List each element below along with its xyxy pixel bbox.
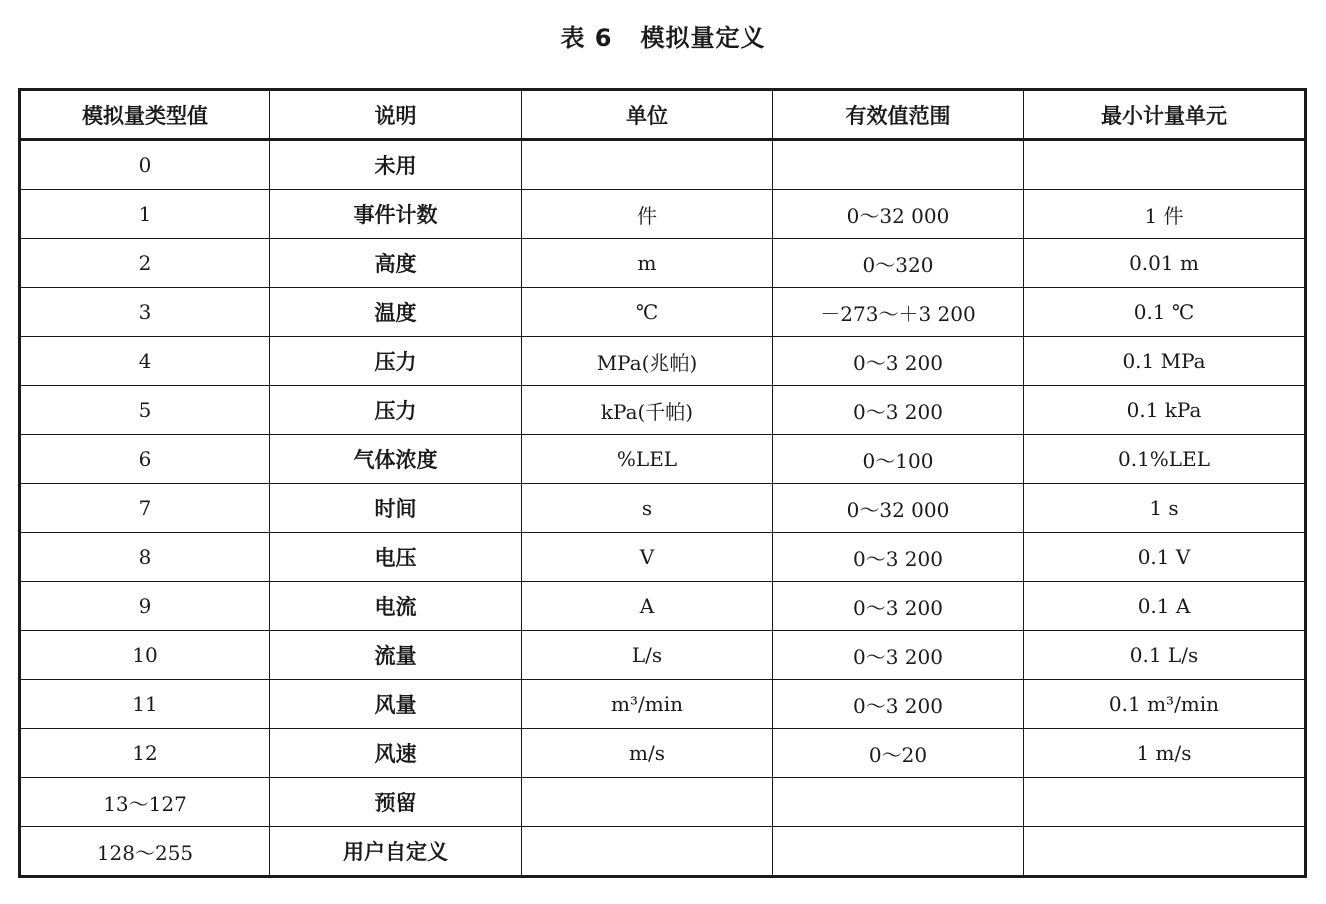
cell-type-value: 8	[20, 533, 270, 582]
table-row	[20, 140, 1306, 190]
cell-min-unit: 0.1 ℃	[1024, 288, 1306, 337]
header-type-value: 模拟量类型值	[20, 90, 270, 140]
cell-min-unit: 0.1 V	[1024, 533, 1306, 582]
cell-min-unit	[1024, 778, 1306, 827]
cell-type-value: 10	[20, 631, 270, 680]
cell-type-value: 3	[20, 288, 270, 337]
cell-unit: m³/min	[522, 680, 773, 729]
cell-range: 0～3 200	[773, 386, 1024, 435]
header-description: 说明	[270, 90, 522, 140]
cell-range: 0～3 200	[773, 582, 1024, 631]
cell-type-value: 13～127	[20, 778, 270, 827]
cell-unit: L/s	[522, 631, 773, 680]
table-row	[20, 827, 1306, 877]
cell-description: 压力	[270, 337, 522, 386]
table-header-row	[20, 90, 1306, 140]
cell-range: 0～320	[773, 239, 1024, 288]
cell-description: 温度	[270, 288, 522, 337]
table-row	[20, 533, 1306, 582]
cell-unit: V	[522, 533, 773, 582]
cell-unit: kPa(千帕)	[522, 386, 773, 435]
cell-range: 0～3 200	[773, 631, 1024, 680]
header-range: 有效值范围	[773, 90, 1024, 140]
table-row	[20, 190, 1306, 239]
cell-type-value: 4	[20, 337, 270, 386]
cell-range: 0～3 200	[773, 533, 1024, 582]
cell-min-unit: 1 s	[1024, 484, 1306, 533]
cell-range: 0～3 200	[773, 680, 1024, 729]
cell-type-value: 12	[20, 729, 270, 778]
cell-description: 事件计数	[270, 190, 522, 239]
cell-description: 气体浓度	[270, 435, 522, 484]
cell-range: 0～20	[773, 729, 1024, 778]
cell-range: 0～32 000	[773, 190, 1024, 239]
cell-type-value: 11	[20, 680, 270, 729]
cell-min-unit: 0.01 m	[1024, 239, 1306, 288]
cell-range: 0～3 200	[773, 337, 1024, 386]
cell-description: 流量	[270, 631, 522, 680]
table-row	[20, 484, 1306, 533]
cell-range	[773, 827, 1024, 877]
cell-min-unit: 0.1 m³/min	[1024, 680, 1306, 729]
cell-min-unit: 0.1 L/s	[1024, 631, 1306, 680]
table-row	[20, 680, 1306, 729]
table-body	[20, 140, 1306, 877]
table-row	[20, 582, 1306, 631]
cell-type-value: 9	[20, 582, 270, 631]
cell-unit	[522, 827, 773, 877]
cell-min-unit: 1 件	[1024, 190, 1306, 239]
table-row	[20, 239, 1306, 288]
cell-range: －273～＋3 200	[773, 288, 1024, 337]
cell-range	[773, 778, 1024, 827]
cell-description: 高度	[270, 239, 522, 288]
cell-description: 压力	[270, 386, 522, 435]
cell-description: 电流	[270, 582, 522, 631]
cell-min-unit: 0.1 MPa	[1024, 337, 1306, 386]
cell-type-value: 7	[20, 484, 270, 533]
header-unit: 单位	[522, 90, 773, 140]
cell-unit	[522, 140, 773, 190]
cell-min-unit: 0.1%LEL	[1024, 435, 1306, 484]
cell-type-value: 1	[20, 190, 270, 239]
cell-unit: A	[522, 582, 773, 631]
cell-min-unit	[1024, 827, 1306, 877]
table-row	[20, 386, 1306, 435]
cell-description: 预留	[270, 778, 522, 827]
cell-type-value: 0	[20, 140, 270, 190]
cell-type-value: 6	[20, 435, 270, 484]
cell-unit: m	[522, 239, 773, 288]
table-row	[20, 288, 1306, 337]
cell-unit: MPa(兆帕)	[522, 337, 773, 386]
header-min-unit: 最小计量单元	[1024, 90, 1306, 140]
cell-min-unit: 1 m/s	[1024, 729, 1306, 778]
cell-type-value: 5	[20, 386, 270, 435]
table-caption: 表 6 模拟量定义	[560, 24, 766, 52]
cell-description: 用户自定义	[270, 827, 522, 877]
cell-unit: %LEL	[522, 435, 773, 484]
cell-description: 时间	[270, 484, 522, 533]
table-row	[20, 337, 1306, 386]
cell-unit: 件	[522, 190, 773, 239]
cell-range	[773, 140, 1024, 190]
cell-min-unit: 0.1 A	[1024, 582, 1306, 631]
cell-description: 未用	[270, 140, 522, 190]
table-row	[20, 778, 1306, 827]
cell-unit: m/s	[522, 729, 773, 778]
cell-min-unit: 0.1 kPa	[1024, 386, 1306, 435]
cell-description: 电压	[270, 533, 522, 582]
cell-type-value: 2	[20, 239, 270, 288]
cell-description: 风量	[270, 680, 522, 729]
cell-type-value: 128～255	[20, 827, 270, 877]
cell-unit: s	[522, 484, 773, 533]
table-row	[20, 631, 1306, 680]
table-row	[20, 435, 1306, 484]
cell-min-unit	[1024, 140, 1306, 190]
cell-range: 0～32 000	[773, 484, 1024, 533]
cell-range: 0～100	[773, 435, 1024, 484]
analog-definition-table	[18, 88, 1307, 878]
cell-description: 风速	[270, 729, 522, 778]
cell-unit: ℃	[522, 288, 773, 337]
cell-unit	[522, 778, 773, 827]
table-row	[20, 729, 1306, 778]
